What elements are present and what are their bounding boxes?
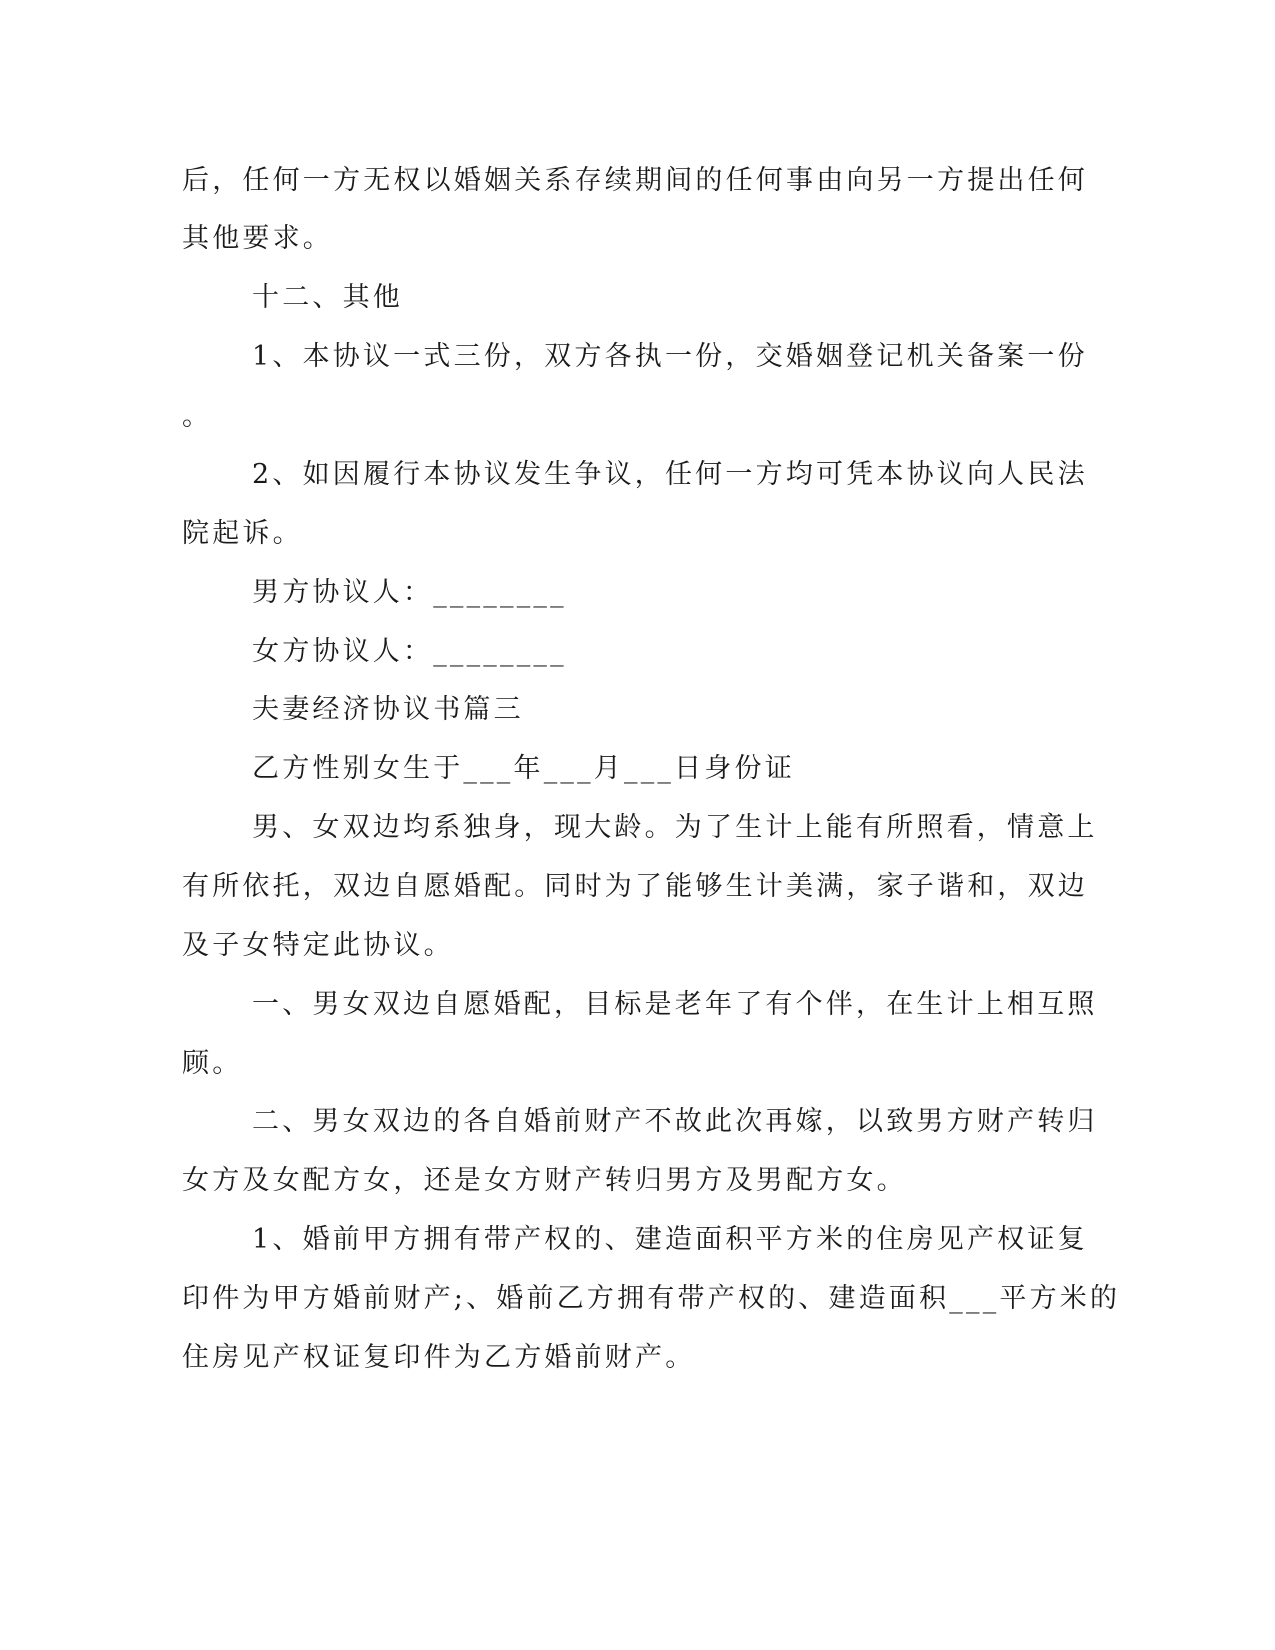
body-line: 有所依托，双边自愿婚配。同时为了能够生计美满，家子谐和，双边 bbox=[182, 871, 1088, 902]
body-line: 院起诉。 bbox=[182, 518, 303, 549]
body-line: 二、男女双边的各自婚前财产不故此次再嫁，以致男方财产转归 bbox=[252, 1106, 1098, 1137]
body-line: 男、女双边均系独身，现大龄。为了生计上能有所照看，情意上 bbox=[252, 812, 1098, 843]
body-line: 女方及女配方女，还是女方财产转归男方及男配方女。 bbox=[182, 1165, 907, 1196]
body-line: 住房见产权证复印件为乙方婚前财产。 bbox=[182, 1342, 696, 1373]
section-title: 夫妻经济协议书篇三 bbox=[252, 694, 524, 725]
body-line: 。 bbox=[182, 401, 213, 432]
body-line: 后，任何一方无权以婚姻关系存续期间的任何事由向另一方提出任何 bbox=[182, 165, 1088, 196]
signature-line-female: 女方协议人：________ bbox=[252, 636, 567, 667]
body-line: 顾。 bbox=[182, 1048, 243, 1079]
body-line: 其他要求。 bbox=[182, 223, 333, 254]
body-line: 1、本协议一式三份，双方各执一份，交婚姻登记机关备案一份 bbox=[252, 341, 1088, 372]
body-line: 2、如因履行本协议发生争议，任何一方均可凭本协议向人民法 bbox=[252, 459, 1088, 490]
body-line: 及子女特定此协议。 bbox=[182, 930, 454, 961]
signature-line-male: 男方协议人：________ bbox=[252, 577, 567, 608]
body-line: 乙方性别女生于___年___月___日身份证 bbox=[252, 753, 795, 784]
body-line: 1、婚前甲方拥有带产权的、建造面积平方米的住房见产权证复 bbox=[252, 1224, 1088, 1255]
body-line: 一、男女双边自愿婚配，目标是老年了有个伴，在生计上相互照 bbox=[252, 989, 1098, 1020]
body-line: 印件为甲方婚前财产;、婚前乙方拥有带产权的、建造面积___平方米的 bbox=[182, 1283, 1121, 1314]
section-heading: 十二、其他 bbox=[252, 282, 403, 313]
